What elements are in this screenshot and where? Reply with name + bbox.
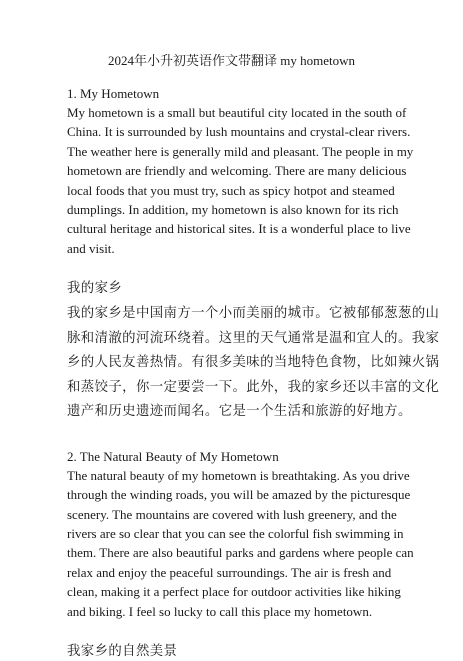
paragraph-line: hometown are friendly and welcoming. There are many delicious: [67, 163, 407, 179]
section2-heading: 2. The Natural Beauty of My Hometown: [67, 448, 279, 464]
paragraph-line: dumplings. In addition, my hometown is also known for its rich: [67, 202, 399, 218]
paragraph-line: and visit.: [67, 240, 115, 256]
paragraph-line: The weather here is generally mild and pleasant. The people in my: [67, 143, 414, 159]
paragraph-line: local foods that you must try, such as spicy hotpot and steamed: [67, 182, 395, 198]
paragraph-line: My hometown is a small but beautiful city located in the south of: [67, 105, 407, 120]
paragraph-line: relax and enjoy the peaceful surroundings. The air is fresh and: [67, 564, 392, 580]
section1-zh-paragraph: [67, 301, 440, 424]
paragraph-line: clean, making it a perfect place for outdoor activities like hiking: [67, 584, 401, 600]
paragraph-line: scenery. The mountains are covered with lush greenery, and the: [67, 506, 397, 522]
paragraph-line: and biking. I feel so lucky to call this place my hometown.: [67, 603, 373, 619]
spacer: [67, 621, 405, 641]
paragraph-line: through the winding roads, you will be amazed by the picturesque: [67, 487, 411, 503]
section1-zh-heading: 我的家乡: [67, 280, 123, 296]
paragraph-line: The natural beauty of my hometown is breathtaking. As you drive: [67, 467, 410, 483]
paragraph-line: rivers are so clear that you can see the colorful fish swimming in: [67, 525, 404, 541]
paragraph-line: 遗产和历史遗迹而闻名。它是一个生活和旅游的好地方。: [67, 403, 412, 419]
paragraph-line: China. It is surrounded by lush mountains and crystal-clear rivers.: [67, 124, 411, 140]
paragraph-line: 脉和清澈的河流环绕着。这里的天气通常是温和宜人的。我家: [67, 329, 440, 345]
section2-paragraph: [67, 466, 414, 621]
spacer: [67, 258, 405, 278]
spacer: [67, 424, 405, 447]
paragraph-line: them. There are also beautiful parks and gardens where people can: [67, 545, 414, 561]
document-body: [67, 84, 440, 661]
section2-zh-heading: 我家乡的自然美景: [67, 643, 178, 658]
paragraph-line: 和蒸饺子，你一定要尝一下。此外，我的家乡还以丰富的文化: [67, 378, 440, 394]
section1-heading: 1. My Hometown: [67, 86, 160, 101]
section1-paragraph: [67, 103, 414, 258]
paragraph-line: cultural heritage and historical sites. It is a wonderful place to live: [67, 221, 411, 237]
document-title: 2024年小升初英语作文带翻译 my hometown: [108, 53, 355, 68]
paragraph-line: 我的家乡是中国南方一个小而美丽的城市。它被郁郁葱葱的山: [67, 305, 440, 321]
paragraph-line: 乡的人民友善热情。有很多美味的当地特色食物，比如辣火锅: [67, 354, 440, 370]
